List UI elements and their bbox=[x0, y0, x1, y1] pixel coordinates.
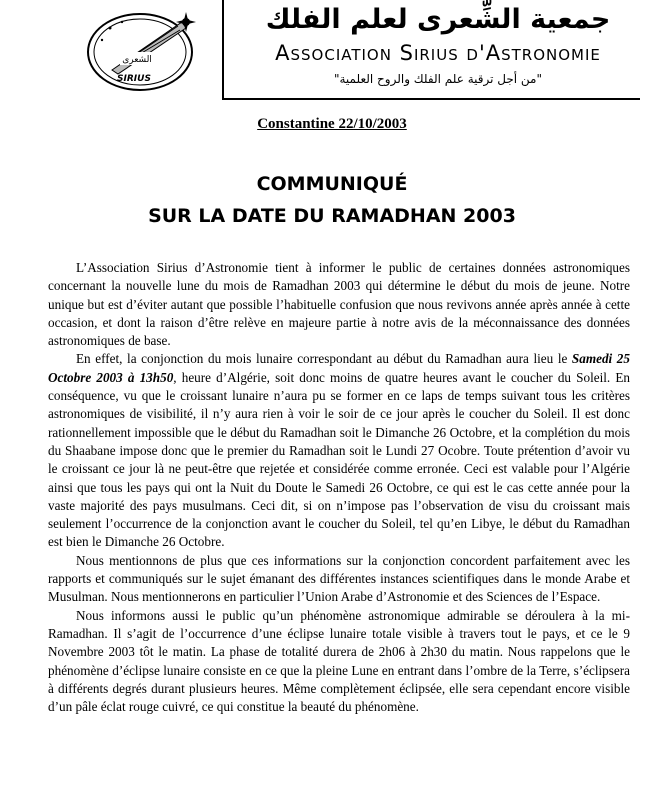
header-vertical-rule bbox=[222, 0, 224, 100]
header-horizontal-rule bbox=[222, 98, 640, 100]
paragraph-2-start: En effet, la conjonction du mois lunaire correspondant au début du Ramadhan aura lieu le bbox=[76, 351, 572, 367]
paragraph-4: Nous informons aussi le public qu’un phénomène astronomique admirable se déroulera à la mi-Ramadhan. Il s’agit de l’occurrence d’une éclipse lunaire totale visible à travers tout le pays, et ce le 9 Novembre 2003 tôt le matin. La phase de totalité durera de 2h06 à 2h30 du matin. Nous rappelons que le phénomène d’éclipse lunaire consiste en ce que la pleine Lune en entrant dans l’ombre de la Terre, s’éclipsera à différents degrés durant plusieurs heures. Même complètement éclipsée, elle sera cependant encore visible d’un pâle éclat rouge cuivré, ce qui constitue la beauté du phénomène. bbox=[48, 607, 630, 715]
paragraph-1: L’Association Sirius d’Astronomie tient à informer le public de certaines données astronomiques concernant la nouvelle lune du mois de Ramadhan 2003 qui détermine le début du mois de jeune. Notre unique but est d’éviter autant que possible l’habituelle confusion que nous revivons année après année à cette occasion, et dont la raison d’être relève en majeure partie à notre avis de la méconnaissance des données astronomiques de base. bbox=[48, 260, 630, 349]
letterhead bbox=[0, 0, 664, 102]
association-latin-name: Association Sirius d'Astronomie bbox=[275, 41, 601, 65]
logo-latin-text: SIRIUS bbox=[117, 74, 151, 84]
association-arabic-name: جمعية الشِّعرى لعلم الفلك bbox=[265, 4, 611, 35]
paragraph-2-end: , heure d’Algérie, soit donc moins de quatre heures avant le coucher du Soleil. En conséquence, vu que le croissant lunaire n’aura pu se former en ce laps de temps suivant tous les critères astronomiques de visibilité, il n’y aura rien à voir le soir de ce jour après le coucher du Soleil. Il est donc rationnellement impossible que le début du Ramadhan soit le Dimanche 26 Octobre, et la complétion du mois du Shaabane impose donc que le premier du Ramadhan soit le Lundi 27 Ocobre. Toute prétention d’avoir vu le croissant ce jour là ne peut-être que rejetée et considérée comme erronée. Ceci est valable pour l’Algérie ainsi que tous les pays qui ont la Nuit du Doute le Samedi 26 Octobre, ce qui est le cas cette année pour la vaste majorité des pays musulmans. Ceci dit, si on n’impose pas l’observation de visu du croissant mais seulement l’occurrence de la conjonction avant le coucher du Soleil, tel qu’en Libye, le début du Ramadhan est bien le Dimanche 26 Octobre. bbox=[48, 369, 630, 550]
title-line-2: SUR LA DATE DU RAMADHAN 2003 bbox=[148, 205, 516, 227]
association-motto: "من أجل ترقية علم الفلك والروح العلمية" bbox=[333, 72, 543, 86]
communique-body bbox=[48, 259, 630, 716]
logo-arabic-text: الشعرى bbox=[122, 55, 152, 65]
communique-title bbox=[0, 168, 664, 232]
title-line-1: COMMUNIQUÉ bbox=[256, 173, 408, 195]
paragraph-3: Nous mentionnons de plus que ces informations sur la conjonction concordent parfaitement avec les rapports et communiqués sur le sujet émanant des différentes instances scientifiques dans le monde Arabe et Musulman. Nous mentionnerons en particulier l’Union Arabe d’Astronomie et des Sciences de l’Espace. bbox=[48, 552, 630, 605]
dateline: Constantine 22/10/2003 bbox=[257, 116, 407, 132]
sirius-logo bbox=[82, 8, 208, 92]
paragraph-2 bbox=[48, 350, 630, 551]
conjunction-date: Samedi 25 Octobre 2003 à 13h50 bbox=[48, 351, 630, 385]
